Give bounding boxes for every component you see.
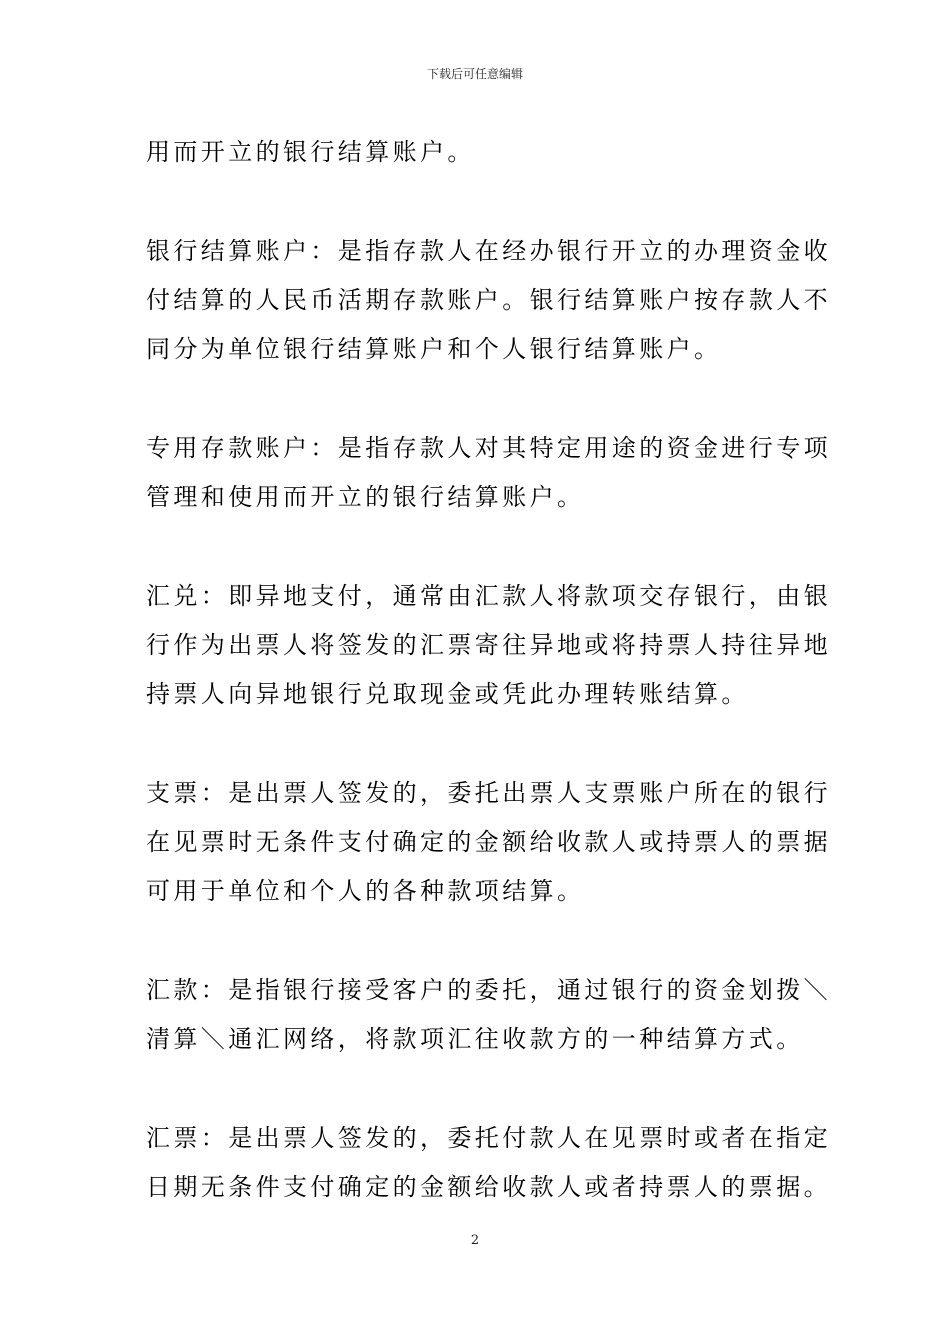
text-line: 在见票时无条件支付确定的金额给收款人或持票人的票据 (146, 828, 831, 856)
text-line: 汇兑：即异地支付，通常由汇款人将款项交存银行，由银 (146, 582, 831, 610)
paragraph-continuation (146, 128, 806, 177)
text-line: 付结算的人民币活期存款账户。银行结算账户按存款人不 (146, 286, 831, 314)
text-line: 用而开立的银行结算账户。 (146, 138, 475, 166)
document-body (146, 128, 831, 1262)
text-line: 日期无条件支付确定的金额给收款人或者持票人的票据。 (146, 1173, 831, 1201)
paragraph-draft (146, 1114, 831, 1212)
text-line: 银行结算账户：是指存款人在经办银行开立的办理资金收 (146, 237, 831, 265)
text-line: 同分为单位银行结算账户和个人银行结算账户。 (146, 335, 722, 363)
paragraph-special-deposit-account (146, 424, 831, 522)
text-line: 汇款：是指银行接受客户的委托，通过银行的资金划拨＼ (146, 976, 831, 1004)
paragraph-remittance-exchange (146, 572, 831, 719)
text-line: 行作为出票人将签发的汇票寄往异地或将持票人持往异地 (146, 631, 831, 659)
text-line: 可用于单位和个人的各种款项结算。 (146, 877, 585, 905)
text-line: 支票：是出票人签发的，委托出票人支票账户所在的银行 (146, 779, 831, 807)
text-line: 持票人向异地银行兑取现金或凭此办理转账结算。 (146, 680, 749, 708)
page-header: 下载后可任意编辑 (426, 67, 523, 81)
paragraph-cheque (146, 769, 831, 916)
paragraph-remittance (146, 966, 831, 1064)
text-line: 汇票：是出票人签发的，委托付款人在见票时或者在指定 (146, 1124, 831, 1152)
page-number: 2 (470, 1233, 480, 1248)
text-line: 管理和使用而开立的银行结算账户。 (146, 483, 585, 511)
paragraph-bank-settlement-account (146, 227, 831, 374)
text-line: 专用存款账户：是指存款人对其特定用途的资金进行专项 (146, 434, 831, 462)
text-line: 清算＼通汇网络，将款项汇往收款方的一种结算方式。 (146, 1025, 804, 1053)
